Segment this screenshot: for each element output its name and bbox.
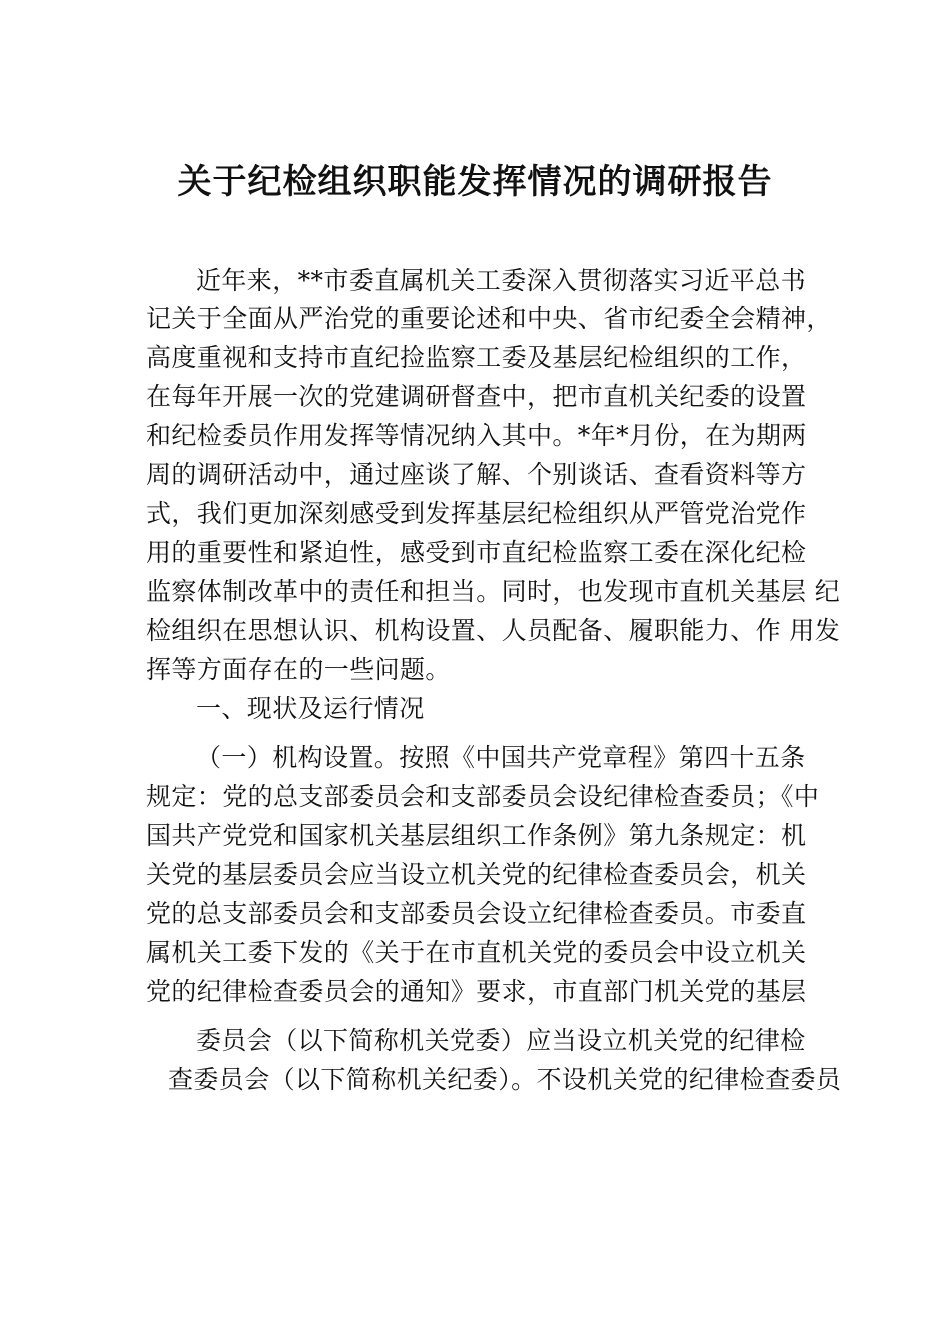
document-title: 关于纪检组织职能发挥情况的调研报告: [177, 162, 773, 202]
subsection-line-5: 党的总支部委员会和支部委员会设立纪律检查委员。市委直: [146, 899, 807, 928]
body-line-1: 近年来，**市委直属机关工委深入贯彻落实习近平总书: [196, 266, 807, 295]
body-line-3: 高度重视和支持市直纪捡监察工委及基层纪检组织的工作，: [146, 343, 807, 372]
body-line-7: 式，我们更加深刻感受到发挥基层纪检组织从严管党治党作: [146, 499, 807, 528]
subsection-line-1: （一）机构设置。按照《中国共产党章程》第四十五条: [196, 743, 806, 772]
body-line-9: 监察体制改革中的责任和担当。同时，也发现市直机关基层 纪: [146, 577, 841, 606]
body-line-5: 和纪检委员作用发挥等情况纳入其中。*年*月份，在为期两: [146, 421, 807, 450]
subsection-line-9: 查委员会（以下简称机关纪委）。不设机关党的纪律检查委员: [168, 1065, 842, 1094]
body-line-4: 在每年开展一次的党建调研督查中，把市直机关纪委的设置: [146, 382, 807, 411]
subsection-line-3: 国共产党党和国家机关基层组织工作条例》第九条规定：机: [146, 821, 807, 850]
body-line-11: 挥等方面存在的一些问题。: [146, 655, 451, 684]
section-heading: 一、现状及运行情况: [196, 694, 425, 723]
body-line-8: 用的重要性和紧迫性，感受到市直纪检监察工委在深化纪检: [146, 538, 807, 567]
subsection-line-4: 关党的基层委员会应当设立机关党的纪律检查委员会，机关: [146, 860, 807, 889]
body-line-10: 检组织在思想认识、机构设置、人员配备、履职能力、作 用发: [146, 616, 841, 645]
body-line-2: 记关于全面从严治党的重要论述和中央、省市纪委全会精神，: [146, 304, 832, 333]
subsection-line-6: 属机关工委下发的《关于在市直机关党的委员会中设立机关: [146, 938, 807, 967]
body-line-6: 周的调研活动中，通过座谈了解、个别谈话、查看资料等方: [146, 460, 807, 489]
subsection-line-8: 委员会（以下简称机关党委）应当设立机关党的纪律检: [196, 1026, 806, 1055]
subsection-line-7: 党的纪律检查委员会的通知》要求，市直部门机关党的基层: [146, 977, 807, 1006]
subsection-line-2: 规定：党的总支部委员会和支部委员会设纪律检查委员；《中: [146, 782, 820, 811]
